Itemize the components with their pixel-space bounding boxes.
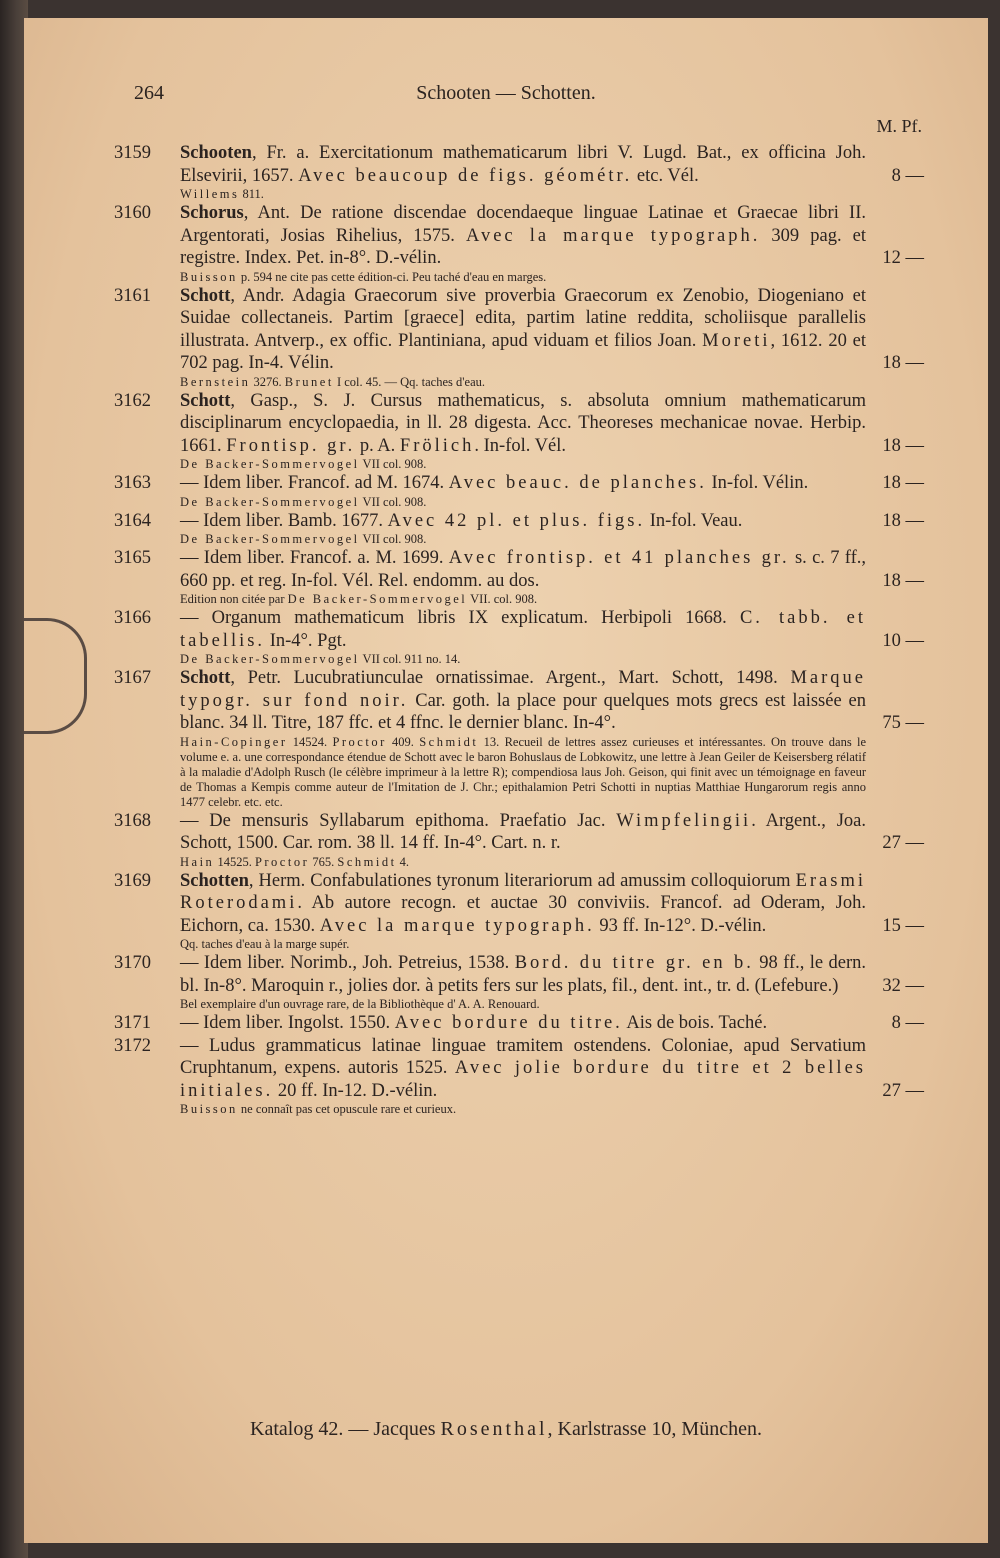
catalog-entry	[114, 952, 924, 1012]
entry-description: Schooten, Fr. a. Exercitationum mathematicarum libri V. Lugd. Bat., ex officina Joh. Elsevirii, 1657. Avec beaucoup de figs. géométr. etc. Vél.	[180, 143, 866, 186]
catalog-entry	[114, 870, 924, 953]
entry-number: 3160	[114, 203, 151, 223]
entry-note: Bel exemplaire d'un ouvrage rare, de la Bibliothèque d' A. A. Renouard.	[180, 997, 540, 1011]
entry-price: 75 —	[882, 713, 924, 733]
entry-main	[114, 202, 924, 270]
catalog-entry	[114, 510, 924, 548]
catalog-entry	[114, 667, 924, 810]
entry-main	[114, 510, 924, 533]
entry-note: De Backer-Sommervogel VII col. 908.	[180, 457, 427, 471]
entry-main	[114, 1012, 924, 1035]
entry-note: Buisson ne connaît pas cet opuscule rare et curieux.	[180, 1102, 457, 1116]
entry-main	[114, 390, 924, 458]
entry-price: 18 —	[882, 510, 924, 531]
entry-main	[114, 952, 924, 997]
catalog-entry	[114, 1035, 924, 1118]
entry-price: 18 —	[882, 570, 924, 591]
catalog-entry	[114, 810, 924, 870]
entry-number: 3161	[114, 285, 151, 306]
entry-description: Schotten, Herm. Confabulationes tyronum literariorum ad amussim colloquiorum Erasmi Roterodami. Ab autore recogn. et auctae 30 conviviis. Francof. ad Oderam, Joh. Eichorn, ca. 1530. Avec la marque typograph. 93 ff. In-12°. D.-vélin.	[180, 870, 866, 936]
entry-main	[114, 142, 924, 187]
entry-number: 3166	[114, 608, 151, 628]
entry-main	[114, 667, 924, 735]
entry-description: — Idem liber. Francof. a. M. 1699. Avec frontisp. et 41 planches gr. s. c. 7 ff., 660 pp. et reg. In-fol. Vél. Rel. endomm. au dos.	[180, 548, 866, 591]
entry-main	[114, 547, 924, 592]
entry-price: 8 —	[891, 165, 924, 186]
entry-description: Schott, Gasp., S. J. Cursus mathematicus, s. absoluta omnium mathematicarum disciplinarum encyclopaedia, in ll. 28 digesta. Acc. Theoreses mechanicae novae. Herbip. 1661. Frontisp. gr. p. A. Frölich. In-fol. Vél.	[180, 390, 866, 456]
catalog-entry	[114, 285, 924, 390]
entry-number: 3163	[114, 473, 151, 493]
entry-description: — Ludus grammaticus latinae linguae tramitem ostendens. Coloniae, apud Servatium Cruphtanum, expens. autoris 1525. Avec jolie bordure du titre et 2 belles initiales. 20 ff. In-12. D.-vélin.	[180, 1035, 866, 1101]
entry-description: Schott, Andr. Adagia Graecorum sive proverbia Graecorum ex Zenobio, Diogeniano et Suidae collectaneis. Partim [graece] edita, partim latine reddita, scholiisque parallelis illustrata. Antverp., ex offic. Plantiniana, apud viduam et filios Joan. Moreti, 1612. 20 et 702 pag. In-4. Vélin.	[180, 285, 866, 373]
catalog-entry	[114, 1012, 924, 1035]
entry-description: — Idem liber. Ingolst. 1550. Avec bordure du titre. Ais de bois. Taché.	[180, 1013, 768, 1033]
page-header	[24, 82, 988, 112]
entry-note: Hain-Copinger 14524. Proctor 409. Schmidt 13. Recueil de lettres assez curieuses et intéressantes. On trouve dans le volume e. a. une correspondance étendue de Schott avec le baron Bohuslaus de Lobkowitz, une lettre à Jean Geiler de Keisersberg rélatif à la maladie d'Adolph Rusch (le célèbre imprimeur à la lettre R); compendiosa laus Joh. Geison, qui finit avec un témoignage en faveur de Thomas a Kempis comme auteur de l'Imitation de J. Chr.; epithalamion Petri Schotti in nuptias Matthiae Hungarorum regis anno 1477 celebr. etc. etc.	[180, 734, 867, 809]
entry-number: 3171	[114, 1013, 151, 1033]
catalog-entry	[114, 472, 924, 510]
entry-description: — Idem liber. Francof. ad M. 1674. Avec beauc. de planches. In-fol. Vélin.	[180, 473, 809, 493]
entry-price: 18 —	[882, 353, 924, 373]
entry-note: Bernstein 3276. Brunet I col. 45. — Qq. taches d'eau.	[180, 374, 485, 389]
entry-list	[114, 142, 924, 1117]
entry-description: — Organum mathematicum libris IX explicatum. Herbipoli 1668. C. tabb. et tabellis. In-4°. Pgt.	[180, 608, 866, 651]
entry-note: De Backer-Sommervogel VII col. 911 no. 14.	[180, 652, 461, 666]
entry-price: 27 —	[882, 833, 924, 853]
entry-price: 18 —	[882, 473, 924, 493]
entry-note: Willems 811.	[180, 187, 264, 201]
entry-number: 3172	[114, 1035, 151, 1056]
page-footer: Katalog 42. — Jacques Rosenthal, Karlstrasse 10, München.	[250, 1418, 762, 1440]
entry-number: 3165	[114, 548, 151, 568]
entry-description: Schott, Petr. Lucubratiunculae ornatissimae. Argent., Mart. Schott, 1498. Marque typogr. sur fond noir. Car. goth. la place pour quelques mots grecs est laissée en blanc. 34 ll. Titre, 187 ffc. et 4 ffnc. le dernier blanc. In-4°.	[180, 668, 866, 733]
catalog-entry	[114, 142, 924, 202]
entry-main	[114, 472, 924, 495]
entry-note: Hain 14525. Proctor 765. Schmidt 4.	[180, 854, 410, 869]
entry-number: 3164	[114, 510, 151, 531]
entry-description: — Idem liber. Norimb., Joh. Petreius, 1538. Bord. du titre gr. en b. 98 ff., le dern. bl. In-8°. Maroquin r., jolies dor. à petits fers sur les plats, fil., dent. int., tr. d. (Lefebure.)	[180, 953, 866, 996]
entry-number: 3169	[114, 870, 151, 891]
catalog-entry	[114, 202, 924, 285]
page-number: 264	[134, 82, 164, 104]
entry-description: — De mensuris Syllabarum epithoma. Praefatio Jac. Wimpfelingii. Argent., Joa. Schott, 1500. Car. rom. 38 ll. 14 ff. In-4°. Cart. n. r.	[180, 810, 866, 853]
entry-price: 10 —	[882, 630, 924, 651]
entry-main	[114, 285, 924, 375]
entry-number: 3159	[114, 143, 151, 163]
entry-note: Edition non citée par De Backer-Sommervogel VII. col. 908.	[180, 592, 538, 606]
entry-price: 15 —	[882, 915, 924, 936]
entry-main	[114, 870, 924, 938]
page-title: Schooten — Schotten.	[416, 82, 596, 104]
entry-number: 3168	[114, 810, 151, 831]
entry-main	[114, 607, 924, 652]
catalog-entry	[114, 390, 924, 473]
entry-number: 3167	[114, 668, 151, 688]
entry-main	[114, 810, 924, 855]
entry-price: 32 —	[882, 975, 924, 996]
entry-note: Qq. taches d'eau à la marge supér.	[180, 937, 350, 951]
entry-description: Schorus, Ant. De ratione discendae docendaeque linguae Latinae et Graecae libri II. Argentorati, Josias Rihelius, 1575. Avec la marque typograph. 309 pag. et registre. Index. Pet. in-8°. D.-vélin.	[180, 203, 867, 268]
page-tab	[24, 618, 87, 734]
entry-price: 27 —	[882, 1080, 924, 1101]
entry-description: — Idem liber. Bamb. 1677. Avec 42 pl. et plus. figs. In-fol. Veau.	[180, 510, 743, 531]
entry-number: 3170	[114, 953, 151, 973]
entry-note: Buisson p. 594 ne cite pas cette édition-ci. Peu taché d'eau en marges.	[180, 269, 547, 284]
price-column-header: M. Pf.	[876, 116, 922, 136]
entry-note: De Backer-Sommervogel VII col. 908.	[180, 532, 427, 546]
entry-note: De Backer-Sommervogel VII col. 908.	[180, 494, 427, 509]
catalog-page	[24, 18, 988, 1543]
entry-price: 8 —	[891, 1013, 924, 1033]
catalog-entry	[114, 547, 924, 607]
entry-main	[114, 1035, 924, 1103]
entry-price: 12 —	[882, 248, 924, 268]
catalog-entry	[114, 607, 924, 667]
entry-price: 18 —	[882, 435, 924, 456]
entry-number: 3162	[114, 390, 151, 411]
